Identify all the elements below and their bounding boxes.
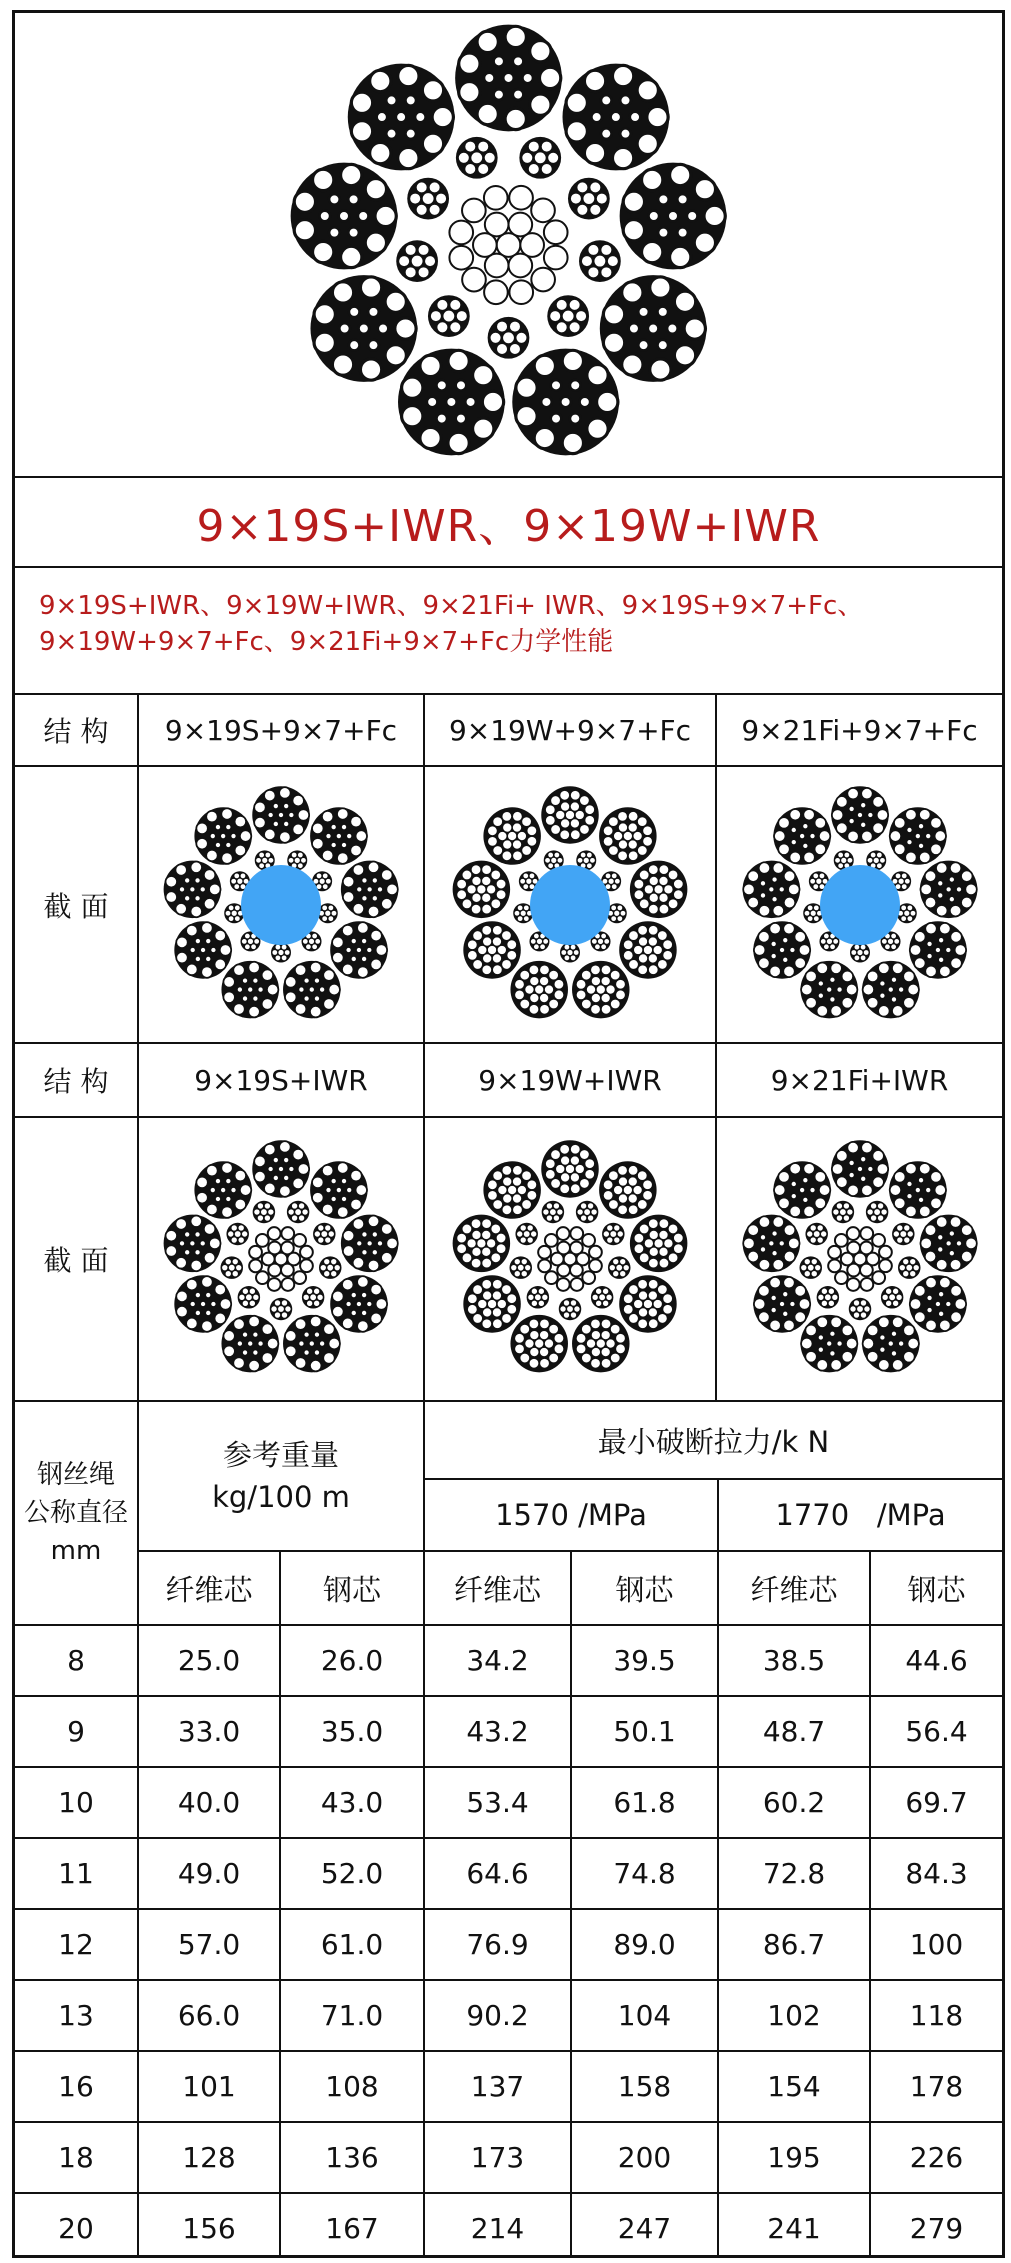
rope-9x19w-iwr-section-icon <box>445 1134 695 1384</box>
diameter-cell: 16 <box>58 2070 94 2103</box>
table-cell: 200 <box>617 2141 672 2174</box>
table-cell: 76.9 <box>466 1928 529 1961</box>
structure-9x19w-fc: 9×19W+9×7+Fc <box>448 713 692 747</box>
force-header: 最小破断拉力/k N <box>597 1424 830 1459</box>
table-cell: 128 <box>182 2141 236 2174</box>
weight-header-line: 参考重量 <box>222 1438 339 1472</box>
rope-9x19s-iwr-section-icon <box>156 1134 406 1384</box>
table-cell: 39.5 <box>613 1644 676 1677</box>
table-cell: 43.2 <box>466 1715 529 1748</box>
table-cell: 90.2 <box>466 1999 529 2032</box>
table-cell: 40.0 <box>177 1786 241 1819</box>
diameter-cell: 13 <box>58 1999 94 2032</box>
hero-section <box>15 13 1002 477</box>
section-image-cell <box>139 1118 423 1400</box>
rope-9x21fi-iwr-section-icon <box>735 1134 985 1384</box>
table-cell: 25.0 <box>177 1644 241 1677</box>
table-cell: 60.2 <box>762 1786 826 1819</box>
subtitle <box>15 588 1002 660</box>
table-cell: 247 <box>617 2212 672 2245</box>
sub-header-steel-core: 钢芯 <box>907 1572 966 1607</box>
table-cell: 158 <box>617 2070 672 2103</box>
table-cell: 61.0 <box>320 1928 384 1961</box>
table-cell: 86.7 <box>762 1928 826 1961</box>
section-label: 截 面 <box>43 1244 109 1277</box>
table-cell: 64.6 <box>466 1857 529 1890</box>
weight-header-unit: kg/100 m <box>212 1480 350 1514</box>
table-cell: 50.1 <box>613 1715 676 1748</box>
table-cell: 56.4 <box>905 1715 968 1748</box>
table-cell: 44.6 <box>905 1644 968 1677</box>
section-image-cell <box>425 1118 715 1400</box>
section-image-cell <box>717 767 1002 1042</box>
structure-label: 结 构 <box>43 715 109 748</box>
table-cell: 104 <box>617 1999 672 2032</box>
table-cell: 137 <box>470 2070 525 2103</box>
subtitle-line-1: 9×19S+IWR、9×19W+IWR、9×21Fi+ IWR、9×19S+9×7+Fc、 <box>39 591 864 621</box>
grade-1570-header: 1570 /MPa <box>495 1498 647 1532</box>
wire-rope-cross-section-icon <box>15 13 1002 477</box>
table-cell: 52.0 <box>320 1857 384 1890</box>
page-title: 9×19S+IWR、9×19W+IWR <box>196 501 821 552</box>
diameter-cell: 20 <box>58 2212 94 2245</box>
diameter-cell: 8 <box>67 1644 85 1677</box>
grade-1770-header: 1770 /MPa <box>775 1498 946 1532</box>
table-cell: 136 <box>325 2141 379 2174</box>
weight-header <box>139 1402 423 1550</box>
sub-header-fiber-core: 纤维芯 <box>750 1572 838 1607</box>
table-cell: 241 <box>767 2212 821 2245</box>
section-label: 截 面 <box>43 889 109 923</box>
table-cell: 84.3 <box>905 1857 968 1890</box>
diameter-cell: 12 <box>58 1928 94 1961</box>
table-cell: 214 <box>470 2212 525 2245</box>
diameter-header-unit: mm <box>50 1536 102 1566</box>
table-cell: 89.0 <box>613 1928 676 1961</box>
diameter-header-line: 公称直径 <box>23 1498 128 1528</box>
table-cell: 53.4 <box>466 1786 529 1819</box>
table-cell: 173 <box>470 2141 525 2174</box>
diameter-header <box>15 1402 137 1624</box>
diameter-cell: 18 <box>58 2141 94 2174</box>
structure-9x21fi-fc: 9×21Fi+9×7+Fc <box>741 713 978 747</box>
table-cell: 35.0 <box>320 1715 384 1748</box>
rope-9x21fi-fc-section-icon <box>735 780 985 1030</box>
table-cell: 100 <box>909 1928 964 1961</box>
table-cell: 71.0 <box>320 1999 384 2032</box>
diameter-cell: 9 <box>67 1715 85 1748</box>
table-cell: 118 <box>909 1999 964 2032</box>
subtitle-line-2: 9×19W+9×7+Fc、9×21Fi+9×7+Fc力学性能 <box>39 627 614 657</box>
table-cell: 102 <box>767 1999 821 2032</box>
sub-header-steel-core: 钢芯 <box>322 1572 381 1607</box>
rope-9x19w-fc-section-icon <box>445 780 695 1030</box>
table-cell: 57.0 <box>177 1928 241 1961</box>
diameter-header-line: 钢丝绳 <box>36 1460 115 1490</box>
structure-9x19s-fc: 9×19S+9×7+Fc <box>164 713 398 747</box>
section-image-cell <box>717 1118 1002 1400</box>
section-image-cell <box>139 767 423 1042</box>
rope-9x19s-fc-section-icon <box>156 780 406 1030</box>
diameter-cell: 11 <box>58 1857 94 1890</box>
section-image-cell <box>425 767 715 1042</box>
table-cell: 33.0 <box>177 1715 241 1748</box>
table-cell: 48.7 <box>762 1715 826 1748</box>
table-cell: 101 <box>182 2070 236 2103</box>
table-cell: 279 <box>909 2212 964 2245</box>
sub-header-steel-core: 钢芯 <box>615 1572 674 1607</box>
sub-header-fiber-core: 纤维芯 <box>453 1572 541 1607</box>
table-cell: 154 <box>767 2070 821 2103</box>
table-cell: 72.8 <box>762 1857 826 1890</box>
table-cell: 66.0 <box>177 1999 241 2032</box>
table-cell: 74.8 <box>613 1857 676 1890</box>
table-cell: 38.5 <box>762 1644 826 1677</box>
table-cell: 43.0 <box>320 1786 384 1819</box>
structure-9x19s-iwr: 9×19S+IWR <box>194 1063 368 1097</box>
table-cell: 69.7 <box>905 1786 968 1819</box>
sub-header-fiber-core: 纤维芯 <box>165 1572 253 1607</box>
table-cell: 61.8 <box>613 1786 676 1819</box>
table-cell: 156 <box>182 2212 236 2245</box>
structure-label: 结 构 <box>43 1065 109 1098</box>
table-cell: 195 <box>767 2141 821 2174</box>
table-cell: 167 <box>325 2212 379 2245</box>
table-cell: 226 <box>909 2141 964 2174</box>
structure-9x19w-iwr: 9×19W+IWR <box>478 1063 662 1097</box>
diameter-cell: 10 <box>58 1786 94 1819</box>
structure-9x21fi-iwr: 9×21Fi+IWR <box>770 1063 949 1097</box>
table-cell: 26.0 <box>320 1644 384 1677</box>
table-cell: 34.2 <box>466 1644 529 1677</box>
table-cell: 49.0 <box>177 1857 241 1890</box>
table-cell: 178 <box>909 2070 964 2103</box>
table-cell: 108 <box>325 2070 379 2103</box>
